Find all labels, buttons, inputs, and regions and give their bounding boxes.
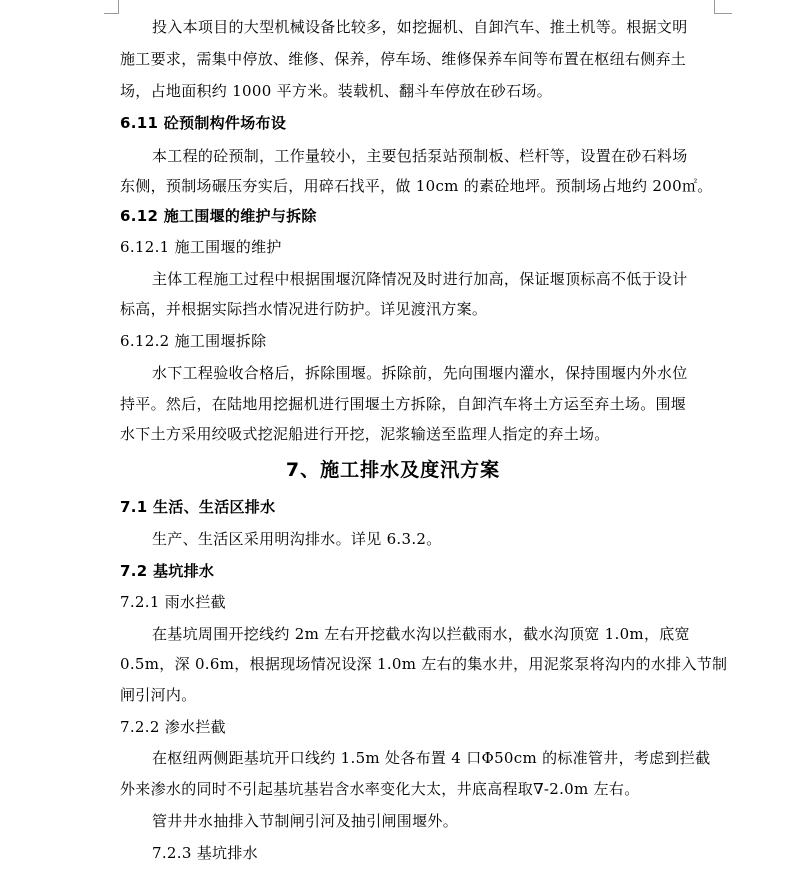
section-heading-7-2: 7.2 基坑排水 [120,562,215,580]
subsection-heading-7-2-3: 7.2.3 基坑排水 [152,844,258,862]
paragraph-line: 持平。然后，在陆地用挖掘机进行围堰土方拆除，自卸汽车将土方运至弃土场。围堰 [120,395,687,413]
crop-mark-left-horizontal [104,13,119,14]
paragraph-line: 本工程的砼预制，工作量较小，主要包括泵站预制板、栏杆等，设置在砂石料场 [152,147,688,165]
paragraph-line: 生产、生活区采用明沟排水。详见 6.3.2。 [152,530,442,548]
section-heading-6-12: 6.12 施工围堰的维护与拆除 [120,207,317,225]
paragraph-line: 水下工程验收合格后，拆除围堰。拆除前，先向围堰内灌水，保持围堰内外水位 [152,364,688,382]
paragraph-line: 标高，并根据实际挡水情况进行防护。详见渡汛方案。 [120,300,488,318]
subsection-heading-7-2-1: 7.2.1 雨水拦截 [120,593,226,611]
subsection-heading-6-12-2: 6.12.2 施工围堰拆除 [120,332,267,350]
crop-mark-left-vertical [118,0,119,13]
chapter-title: 7、施工排水及度汛方案 [285,459,501,481]
paragraph-line: 水下土方采用绞吸式挖泥船进行开挖，泥浆输送至监理人指定的弃土场。 [120,425,610,443]
paragraph-line: 在基坑周围开挖线约 2m 左右开挖截水沟以拦截雨水，截水沟顶宽 1.0m，底宽 [152,625,690,643]
paragraph-line: 在枢纽两侧距基坑开口线约 1.5m 处各布置 4 口Φ50cm 的标准管井，考虑到拦截 [152,749,711,767]
paragraph-line: 管井井水抽排入节制闸引河及抽引闸围堰外。 [152,812,459,830]
crop-mark-right-horizontal [714,13,732,14]
paragraph-line: 外来渗水的同时不引起基坑基岩含水率变化大太，井底高程取∇-2.0m 左右。 [120,780,640,798]
section-heading-6-11: 6.11 砼预制构件场布设 [120,114,287,132]
paragraph-line: 投入本项目的大型机械设备比较多，如挖掘机、自卸汽车、推土机等。根据文明 [152,18,688,36]
paragraph-line: 主体工程施工过程中根据围堰沉降情况及时进行加高，保证堰顶标高不低于设计 [152,270,688,288]
subsection-heading-7-2-2: 7.2.2 渗水拦截 [120,718,226,736]
crop-mark-right-vertical [714,0,715,13]
subsection-heading-6-12-1: 6.12.1 施工围堰的维护 [120,238,282,256]
paragraph-line: 场，占地面积约 1000 平方米。装载机、翻斗车停放在砂石场。 [120,82,553,100]
section-heading-7-1: 7.1 生活、生活区排水 [120,498,276,516]
paragraph-line: 东侧，预制场碾压夯实后，用碎石找平，做 10cm 的素砼地坪。预制场占地约 200㎡。 [120,177,713,195]
paragraph-line: 0.5m，深 0.6m，根据现场情况设深 1.0m 左右的集水井，用泥浆泵将沟内的水排入节制 [120,655,728,673]
paragraph-line: 施工要求，需集中停放、维修、保养，停车场、维修保养车间等布置在枢纽右侧弃土 [120,50,687,68]
paragraph-line: 闸引河内。 [120,686,197,704]
